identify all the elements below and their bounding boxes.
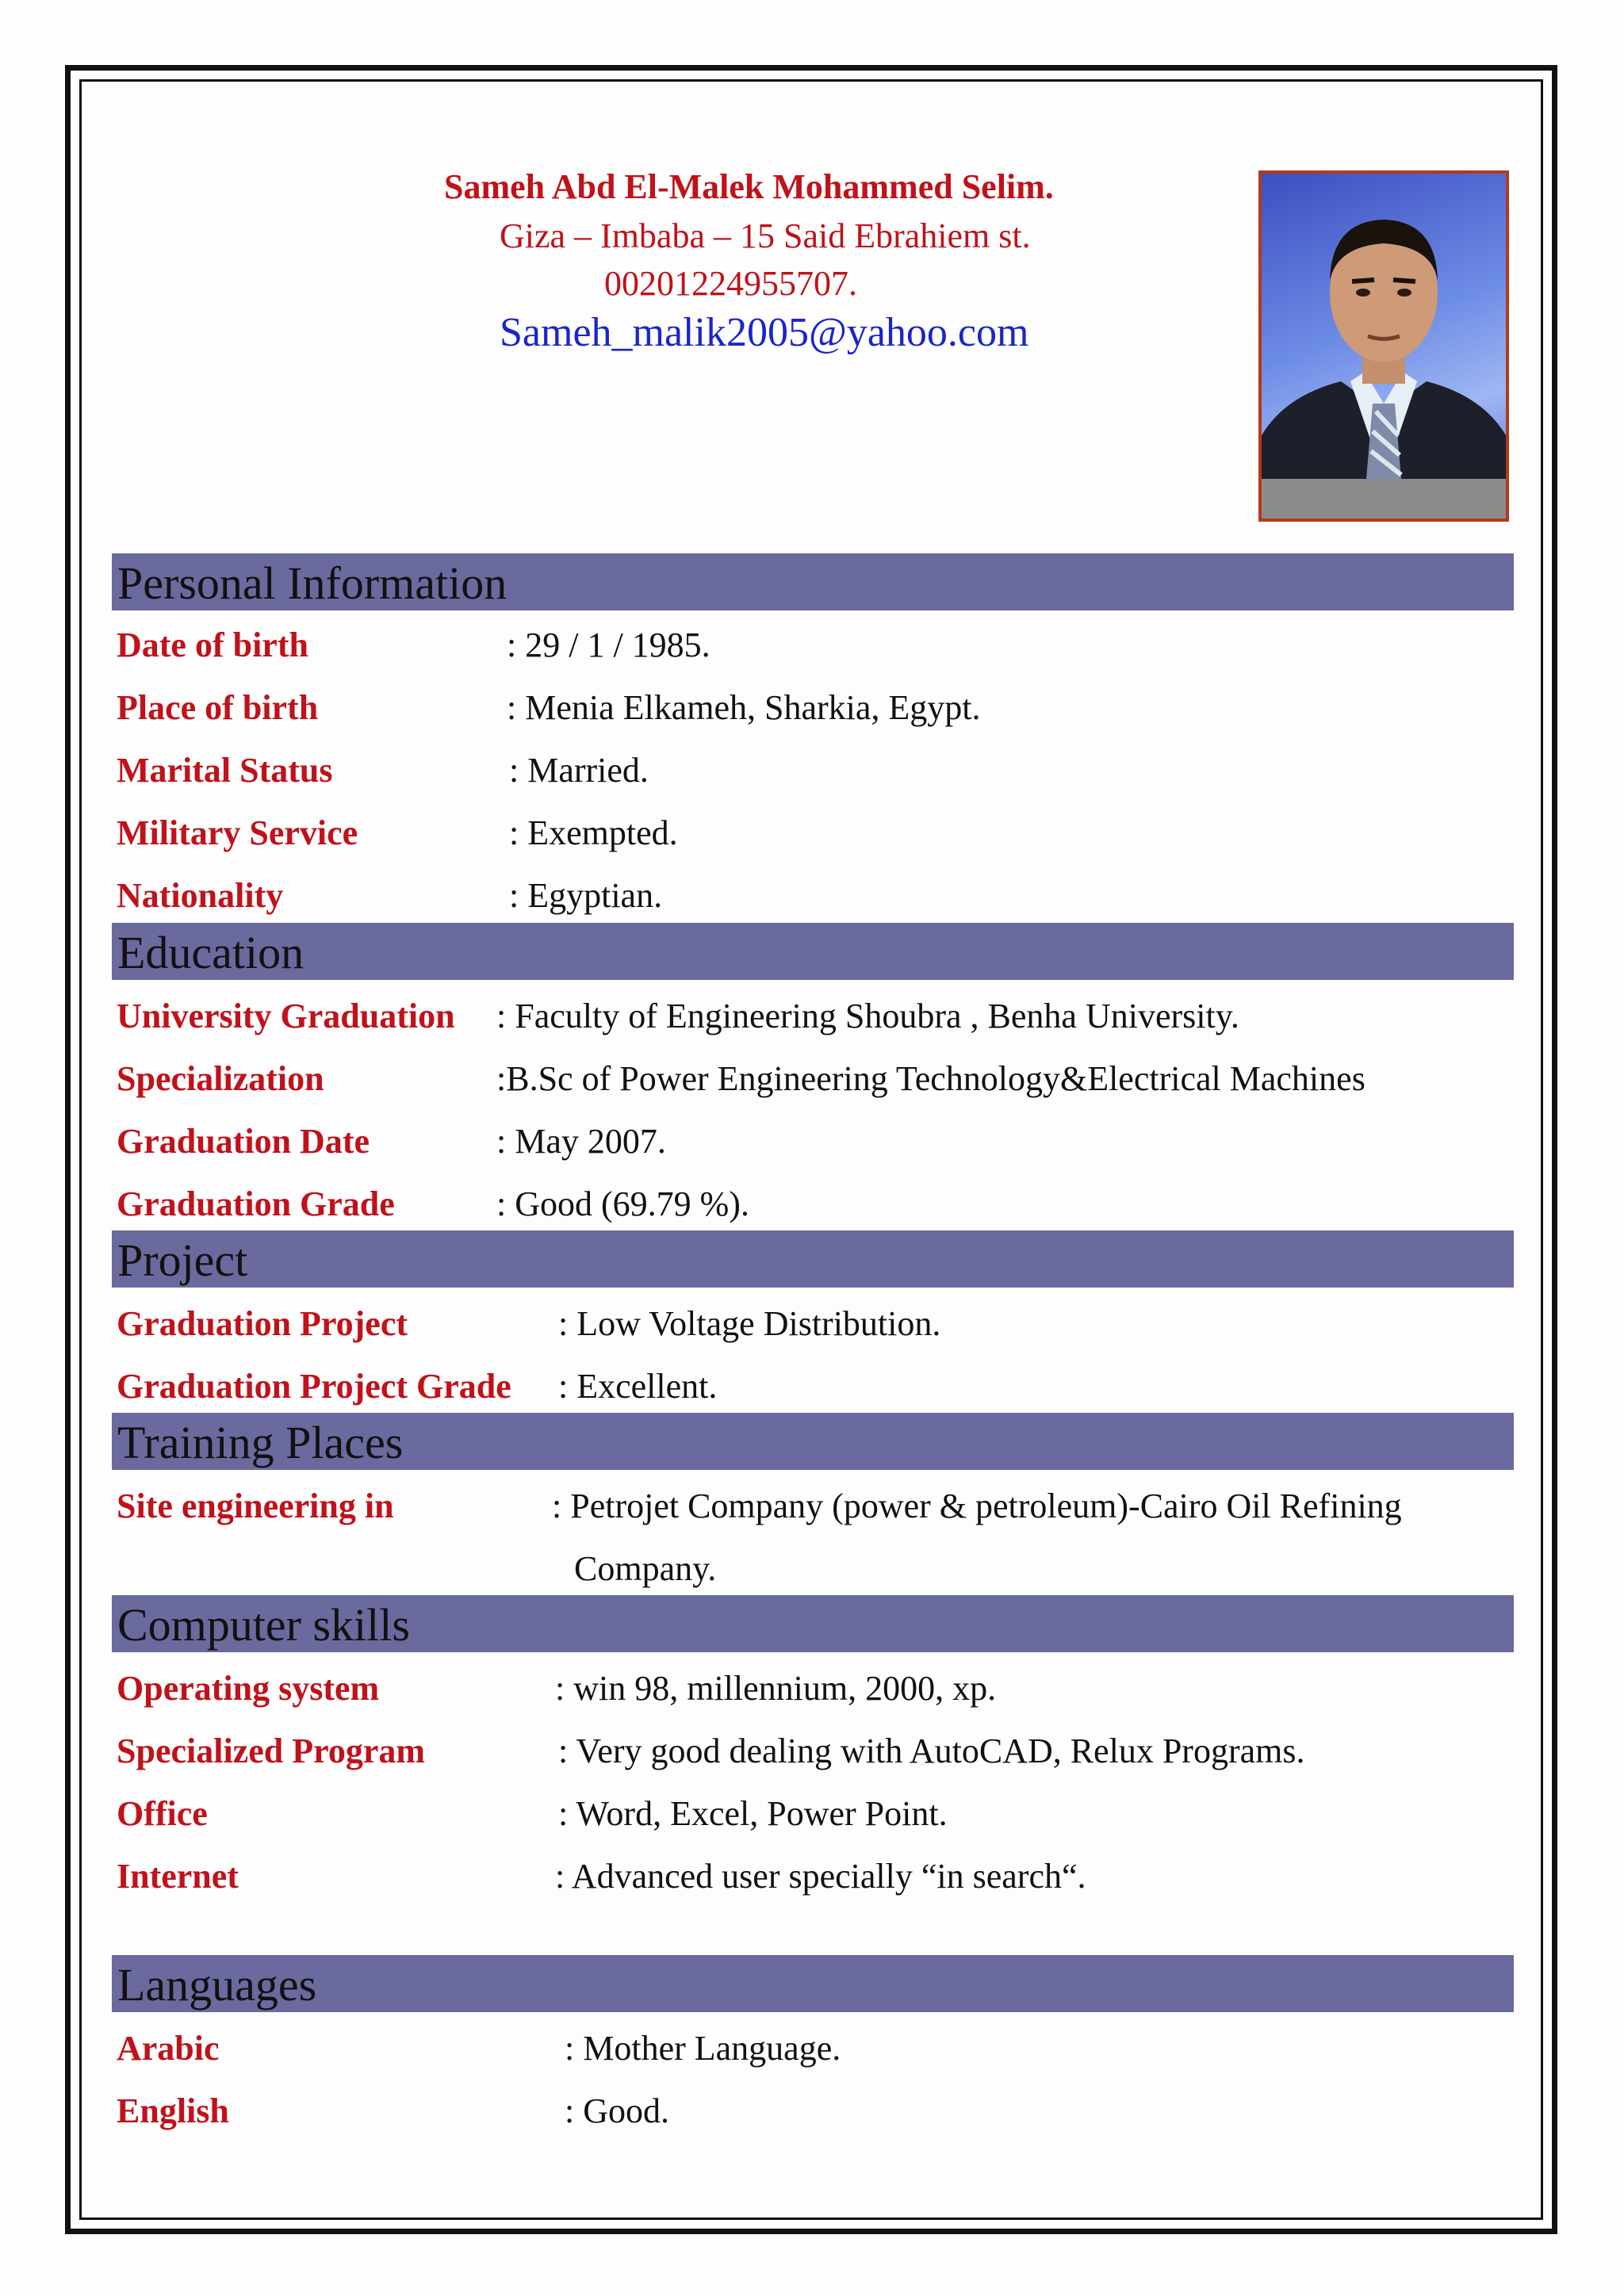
field-label: Specialized Program xyxy=(117,1732,425,1770)
section-title: Computer skills xyxy=(117,1599,410,1651)
candidate-name: Sameh Abd El-Malek Mohammed Selim. xyxy=(444,167,1054,206)
section-heading-education xyxy=(112,923,1514,980)
profile-photo xyxy=(1258,170,1509,522)
field-value: : Good. xyxy=(565,2091,669,2130)
field-value: : Word, Excel, Power Point. xyxy=(558,1794,948,1833)
section-title: Training Places xyxy=(117,1417,404,1468)
section-heading-personal-information xyxy=(112,553,1514,610)
field-value: : win 98, millennium, 2000, xp. xyxy=(555,1669,997,1708)
section-heading-languages xyxy=(112,1955,1514,2012)
field-label: Specialization xyxy=(117,1059,324,1098)
section-heading-project xyxy=(112,1230,1514,1288)
field-label: Graduation Project Grade xyxy=(117,1367,511,1406)
field-value: : Mother Language. xyxy=(565,2029,841,2068)
field-value: : Exempted. xyxy=(509,813,678,852)
field-value: :B.Sc of Power Engineering Technology&Electrical Machines xyxy=(496,1059,1365,1098)
field-label: Site engineering in xyxy=(117,1487,394,1525)
section-title: Project xyxy=(117,1234,248,1286)
field-value: : Good (69.79 %). xyxy=(496,1184,749,1223)
section-heading-training-places xyxy=(112,1413,1514,1470)
field-value: : Low Voltage Distribution. xyxy=(558,1304,941,1343)
field-value: : Excellent. xyxy=(558,1367,718,1406)
field-label: Place of birth xyxy=(117,688,319,727)
field-label: Office xyxy=(117,1794,208,1833)
field-label: Graduation Project xyxy=(117,1304,408,1343)
section-title: Education xyxy=(117,927,304,978)
field-value: : Petrojet Company (power & petroleum)-Cairo Oil Refining xyxy=(552,1487,1402,1525)
field-label: University Graduation xyxy=(117,997,455,1035)
field-value: : Faculty of Engineering Shoubra , Benha University. xyxy=(496,997,1239,1035)
field-value: : May 2007. xyxy=(496,1122,666,1161)
candidate-email-link[interactable]: Sameh_malik2005@yahoo.com xyxy=(500,310,1029,355)
section-title: Languages xyxy=(117,1959,317,2011)
field-label: Internet xyxy=(117,1857,239,1896)
candidate-address: Giza – Imbaba – 15 Said Ebrahiem st. xyxy=(500,216,1031,255)
field-value: : Advanced user specially “in search“. xyxy=(555,1857,1086,1896)
field-value: : Very good dealing with AutoCAD, Relux Programs. xyxy=(558,1732,1305,1770)
field-label: Date of birth xyxy=(117,626,308,664)
section-heading-computer-skills xyxy=(112,1595,1514,1652)
field-value: : Egyptian. xyxy=(509,876,663,915)
field-value: : Menia Elkameh, Sharkia, Egypt. xyxy=(507,688,981,727)
field-label: Operating system xyxy=(117,1669,380,1708)
field-label: English xyxy=(117,2091,229,2130)
candidate-phone: 00201224955707. xyxy=(604,264,857,303)
field-label: Military Service xyxy=(117,813,358,852)
field-value: : Married. xyxy=(509,751,649,790)
field-label: Marital Status xyxy=(117,751,333,790)
section-title: Personal Information xyxy=(117,557,508,609)
field-value: : 29 / 1 / 1985. xyxy=(507,626,710,664)
field-label: Graduation Date xyxy=(117,1122,370,1161)
field-label: Graduation Grade xyxy=(117,1184,395,1223)
field-label: Nationality xyxy=(117,876,284,915)
field-value-continuation: Company. xyxy=(574,1549,717,1588)
field-label: Arabic xyxy=(117,2029,220,2068)
